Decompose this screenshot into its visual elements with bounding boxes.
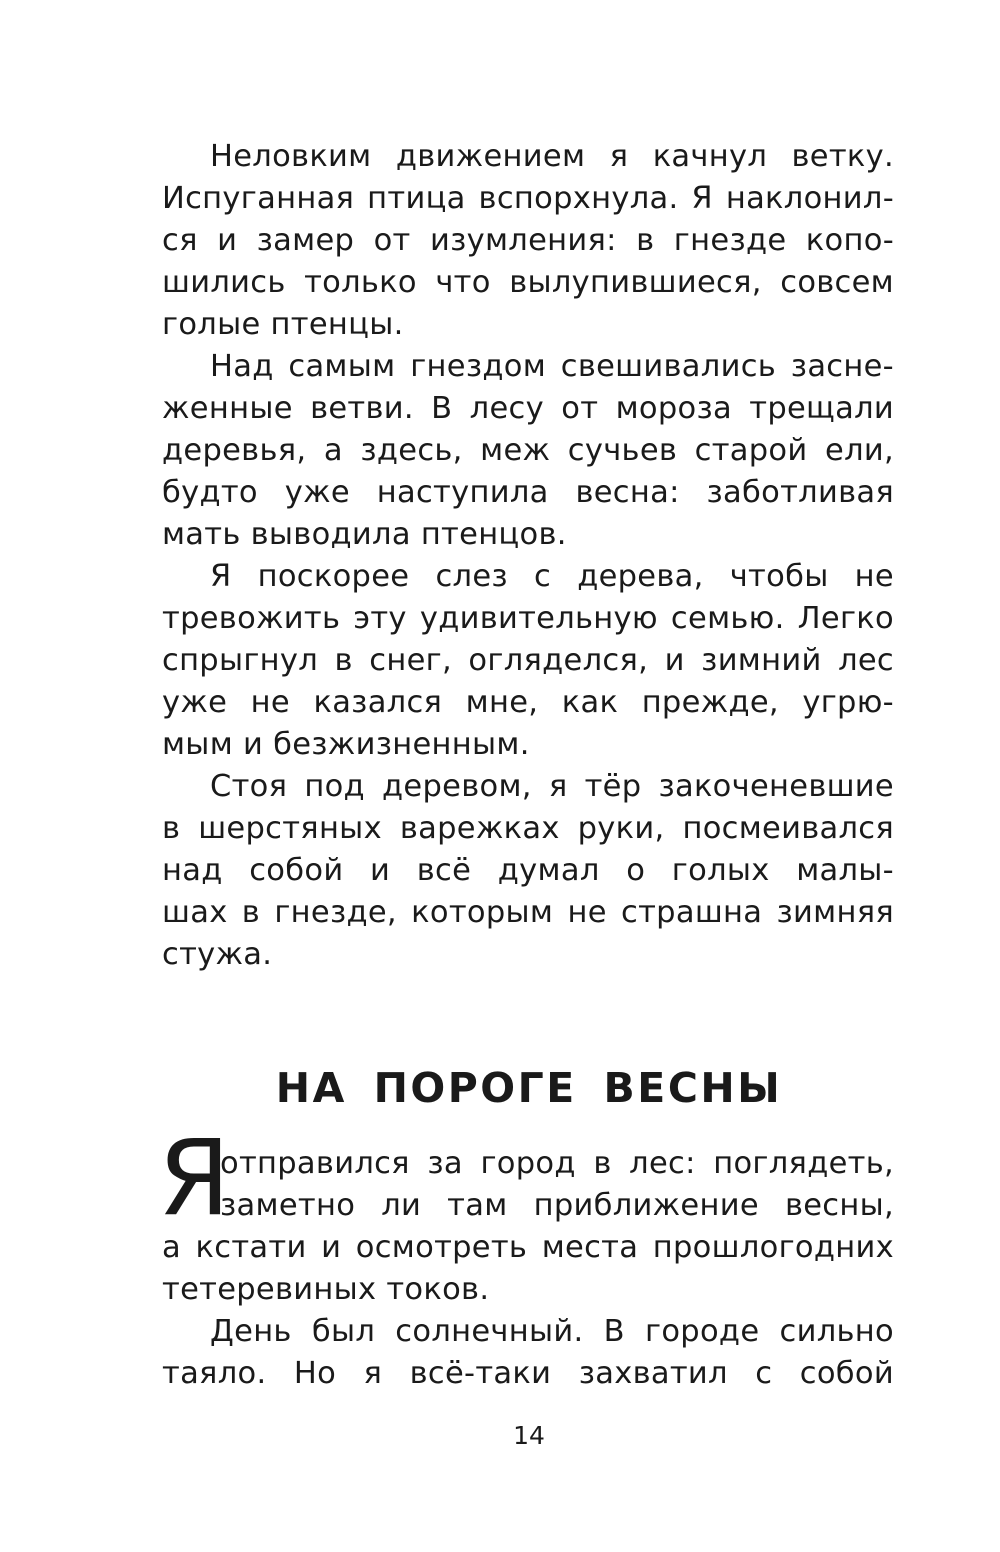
text-line: а кстати и осмотреть места прошлогодних (162, 1230, 894, 1265)
text-line: уже не казался мне, как прежде, угрю- (162, 685, 894, 720)
text-line: таяло. Но я всё-таки захватил с собой (162, 1356, 894, 1391)
text-line: над собой и всё думал о голых малы- (162, 853, 894, 888)
text-line: Над самым гнездом свешивались засне- (210, 349, 894, 384)
text-line: отправился за город в лес: поглядеть, (220, 1146, 894, 1181)
text-line: Стоя под деревом, я тёр закоченевшие (210, 769, 894, 804)
text-line: тревожить эту удивительную семью. Легко (162, 601, 894, 636)
text-line: шились только что вылупившиеся, совсем (162, 265, 894, 300)
drop-cap: Я (158, 1117, 231, 1239)
page-number: 14 (513, 1421, 545, 1450)
text-line: Испуганная птица вспорхнула. Я наклонил- (162, 181, 894, 216)
text-line: День был солнечный. В городе сильно (210, 1314, 894, 1349)
chapter-title: НА ПОРОГЕ ВЕСНЫ (275, 1064, 783, 1112)
text-line: в шерстяных варежках руки, посмеивался (162, 811, 894, 846)
text-line: мым и безжизненным. (162, 727, 530, 762)
text-line: тетеревиных токов. (162, 1272, 490, 1307)
text-line: заметно ли там приближение весны, (220, 1188, 894, 1223)
text-line: Я поскорее слез с дерева, чтобы не (210, 559, 894, 594)
text-line: спрыгнул в снег, огляделся, и зимний лес (162, 643, 894, 678)
text-line: женные ветви. В лесу от мороза трещали (162, 391, 894, 426)
text-line: будто уже наступила весна: заботливая (162, 475, 894, 510)
text-line: шах в гнезде, которым не страшна зимняя (162, 895, 894, 930)
text-line: ся и замер от изумления: в гнезде копо- (162, 223, 894, 258)
text-line: мать выводила птенцов. (162, 517, 567, 552)
text-line: стужа. (162, 937, 273, 972)
text-line: Неловким движением я качнул ветку. (210, 139, 894, 174)
text-line: деревья, а здесь, меж сучьев старой ели, (162, 433, 894, 468)
text-line: голые птенцы. (162, 307, 404, 342)
